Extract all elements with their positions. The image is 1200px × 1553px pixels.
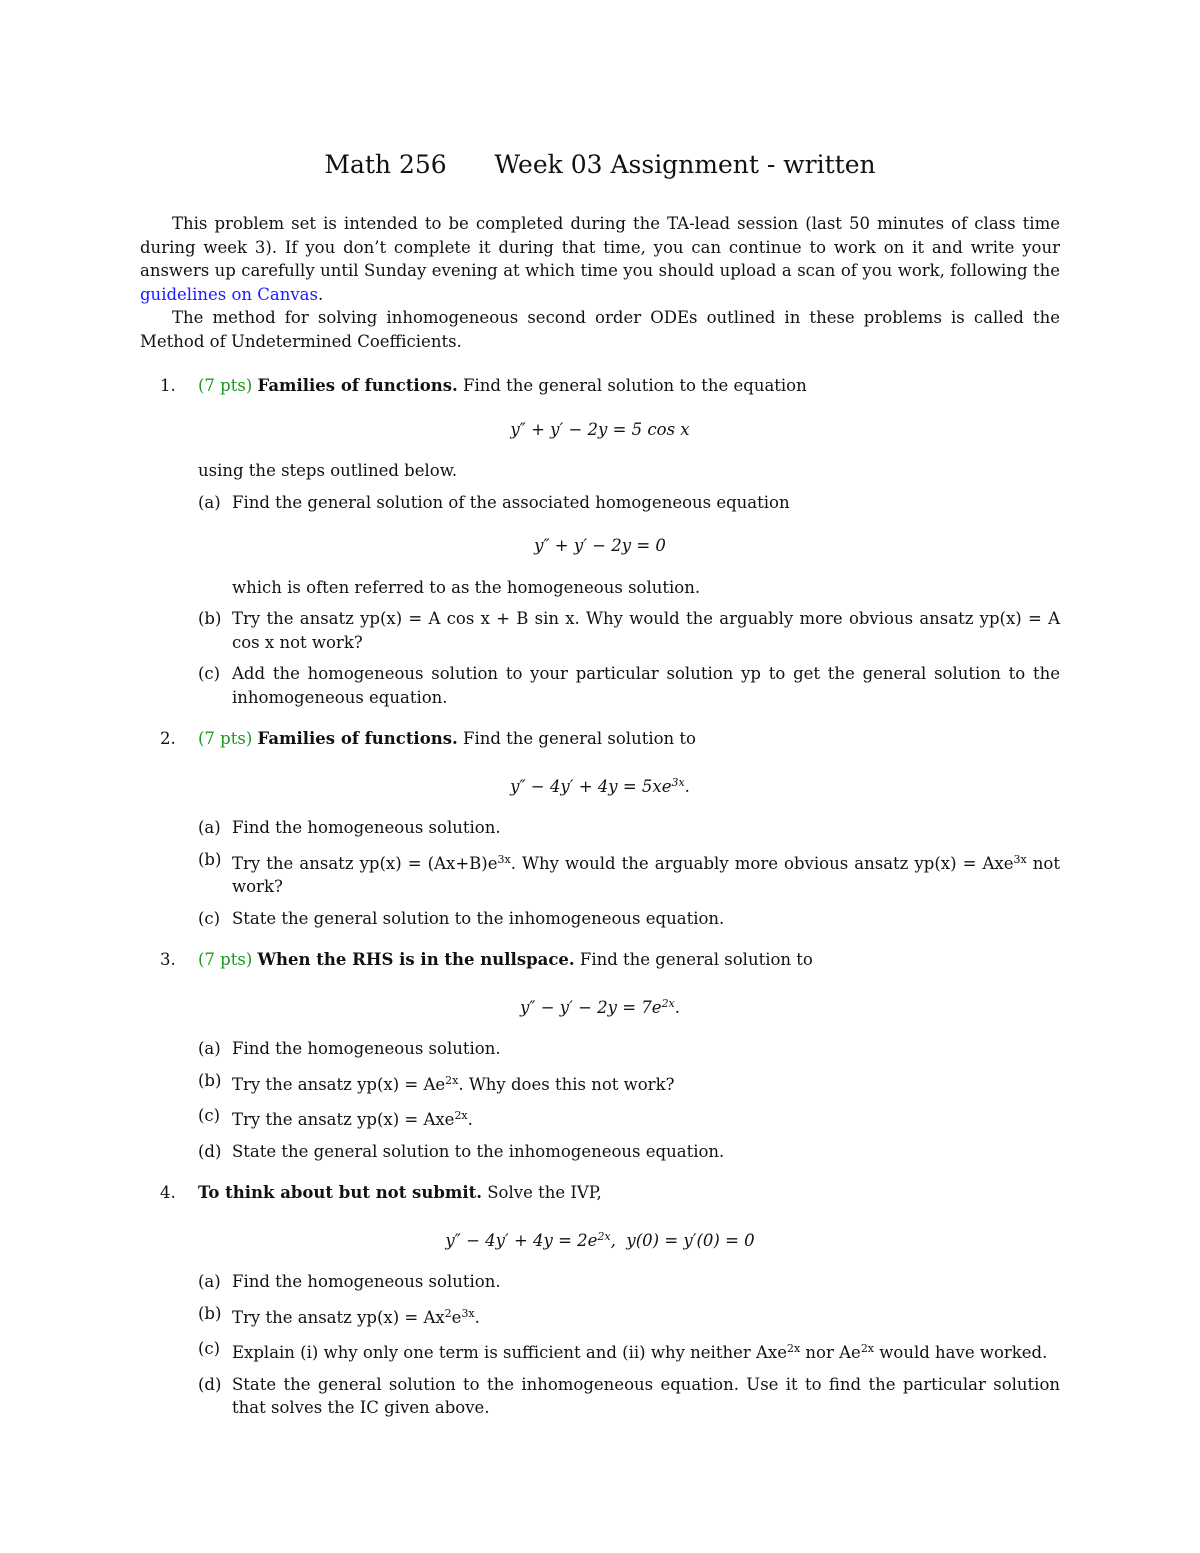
problem-1 bbox=[140, 374, 1060, 709]
problem-number: 3. bbox=[160, 950, 176, 969]
points-label: (7 pts) bbox=[198, 376, 253, 395]
page-title bbox=[0, 150, 1200, 179]
intro-paragraph-1: This problem set is intended to be completed during the TA-lead session (last 50 minutes of class time during week 3). If you don’t complete it during that time, you can continue to work on it and write your answers up carefully until Sunday evening at which time you should upload a scan of you work, following the guidelines on Canvas. bbox=[140, 214, 1060, 304]
subpart-a: (a) Find the homogeneous solution. bbox=[198, 816, 1060, 840]
document-body bbox=[140, 212, 1060, 1428]
problem-statement: (7 pts) Families of functions. Find the general solution to the equation bbox=[198, 376, 807, 395]
subpart-label: (b) bbox=[198, 609, 222, 628]
subpart-label: (a) bbox=[198, 492, 221, 512]
subpart-c: (c) Explain (i) why only one term is sufficient and (ii) why neither Axe$^{2x}$ nor $Ae^{2x}$ would have worked. bbox=[198, 1339, 1048, 1362]
problem-heading: To think about but not submit. bbox=[198, 1183, 482, 1202]
problem-statement: (7 pts) When the RHS is in the nullspace. Find the general solution to bbox=[198, 950, 813, 969]
subpart-a: (a) Find the homogeneous solution. bbox=[198, 1270, 1060, 1294]
subpart-label: (a) bbox=[198, 1272, 221, 1291]
equation: $y'' - y' - 2y = 7e^{2x}$. bbox=[519, 996, 681, 1017]
problem-2 bbox=[140, 727, 1060, 930]
problem-statement: (7 pts) Families of functions. Find the general solution to bbox=[198, 729, 696, 748]
subpart-label: (b) bbox=[198, 1070, 222, 1090]
subpart-c: (c) Add the homogeneous solution to your particular solution yp to get the general solution to the inhomogeneous equation. bbox=[198, 664, 1060, 707]
subpart-label: (c) bbox=[198, 1106, 221, 1125]
problem-heading: When the RHS is in the nullspace. bbox=[257, 950, 575, 969]
subpart-b: (b) Try the ansatz yp(x) = A cos x + B sin x. Why would the arguably more obvious ansatz yp(x) = A cos x not work? bbox=[198, 609, 1060, 652]
equation: y″ + y′ − 2y = 0 bbox=[534, 536, 666, 555]
subpart-label: (d) bbox=[198, 1374, 222, 1394]
subpart-label: (a) bbox=[198, 818, 221, 837]
subpart-c: (c) State the general solution to the inhomogeneous equation. bbox=[198, 907, 1060, 931]
problem-heading: Families of functions. bbox=[257, 729, 458, 748]
subpart-d: (d) State the general solution to the inhomogeneous equation. Use it to find the particular solution that solves the IC given above. bbox=[198, 1374, 1060, 1417]
subpart-label: (b) bbox=[198, 849, 222, 869]
points-label: (7 pts) bbox=[198, 950, 253, 969]
subpart-label: (c) bbox=[198, 908, 221, 928]
subpart-label: (b) bbox=[198, 1303, 222, 1323]
intro-paragraph-2: The method for solving inhomogeneous second order ODEs outlined in these problems is called the Method of Undetermined Coefficients. bbox=[140, 308, 1060, 351]
subpart-b: (b) Try the ansatz $yp(x) = (Ax+B)e^{3x}$. Why would the arguably more obvious ansatz yp(x) = Axe$^{3x}$ not work? bbox=[198, 849, 1060, 896]
assignment-name: Week 03 Assignment - written bbox=[494, 150, 876, 179]
subpart-b: (b) Try the ansatz $yp(x) = Ae^{2x}$. Why does this not work? bbox=[198, 1070, 675, 1094]
subpart-a: (a) Find the homogeneous solution. bbox=[198, 1037, 1060, 1061]
subpart-label: (c) bbox=[198, 1339, 221, 1358]
subpart-label: (d) bbox=[198, 1141, 222, 1161]
problem-heading: Families of functions. bbox=[257, 376, 458, 395]
problem-list bbox=[140, 374, 1060, 1420]
canvas-guidelines-link[interactable]: guidelines on Canvas bbox=[140, 284, 318, 304]
problem-number: 4. bbox=[160, 1183, 176, 1202]
subpart-label: (a) bbox=[198, 1039, 221, 1058]
equation: $y'' - 4y' + 4y = 2e^{2x}$, y(0) = y′(0) = 0 bbox=[445, 1229, 755, 1250]
subpart-label: (c) bbox=[198, 664, 221, 683]
problem-number: 2. bbox=[160, 729, 176, 748]
problem-3 bbox=[140, 948, 1060, 1163]
equation: $y'' - 4y' + 4y = 5xe^{3x}$. bbox=[510, 775, 690, 796]
course-name: Math 256 bbox=[324, 150, 447, 179]
subpart-b: (b) Try the ansatz $yp(x) = Ax^2e^{3x}$. bbox=[198, 1303, 480, 1327]
subpart-a: (a) Find the general solution of the associated homogeneous equation y″ + y′ − 2y = 0 which is often referred to as the homogeneous solution. bbox=[198, 491, 1060, 600]
subpart-d: (d) State the general solution to the inhomogeneous equation. bbox=[198, 1140, 1060, 1164]
equation: y″ + y′ − 2y = 5 cos x bbox=[510, 419, 690, 439]
problem-4 bbox=[140, 1181, 1060, 1420]
subpart-c: (c) Try the ansatz yp(x) = Axe$^{2x}$. bbox=[198, 1106, 473, 1129]
problem-number: 1. bbox=[160, 376, 176, 395]
problem-instruction: using the steps outlined below. bbox=[198, 461, 458, 480]
points-label: (7 pts) bbox=[198, 729, 253, 748]
problem-statement: To think about but not submit. Solve the IVP, bbox=[198, 1183, 602, 1202]
